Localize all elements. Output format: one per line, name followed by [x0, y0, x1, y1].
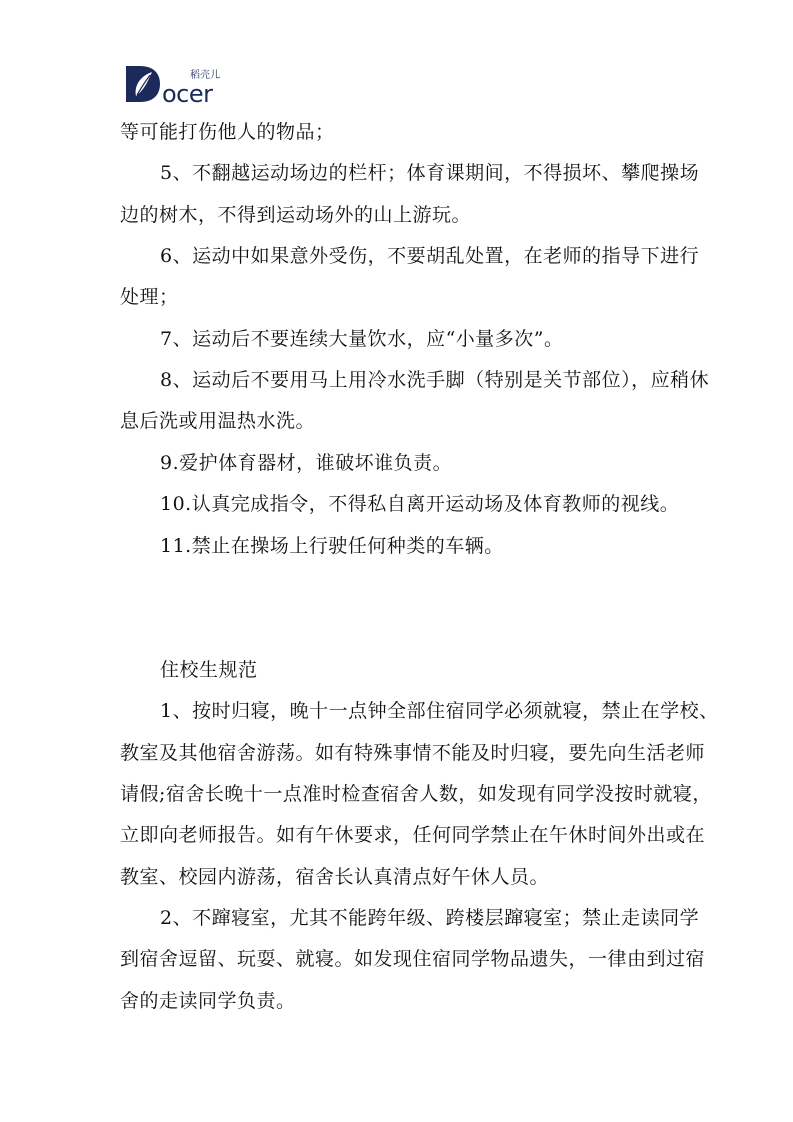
section-line: 到宿舍逗留、玩耍、就寝。如发现住宿同学物品遗失，一律由到过宿	[120, 948, 706, 970]
section-line: 教室、校园内游荡，宿舍长认真清点好午休人员。	[120, 866, 550, 888]
body-line: 10.认真完成指令，不得私自离开运动场及体育教师的视线。	[160, 493, 680, 515]
section-line: 舍的走读同学负责。	[120, 990, 296, 1012]
body-line: 7、运动后不要连续大量饮水，应“小量多次”。	[160, 328, 564, 350]
docer-logo-graphic	[124, 62, 220, 106]
body-line: 11.禁止在操场上行驶任何种类的车辆。	[160, 535, 504, 557]
body-line: 处理；	[120, 286, 179, 308]
body-line: 边的树木，不得到运动场外的山上游玩。	[120, 204, 472, 226]
docer-logo	[124, 62, 220, 106]
logo-wordmark: ocer	[162, 80, 213, 106]
section-line: 立即向老师报告。如有午休要求，任何同学禁止在午休时间外出或在	[120, 824, 706, 846]
body-line: 6、运动中如果意外受伤，不要胡乱处置，在老师的指导下进行	[160, 245, 700, 267]
body-line: 8、运动后不要用马上用冷水洗手脚（特别是关节部位），应稍休	[160, 369, 710, 391]
logo-cn-text: 稻壳儿	[190, 70, 220, 81]
body-line: 息后洗或用温热水洗。	[120, 410, 316, 432]
body-line: 9.爱护体育器材，谁破坏谁负责。	[160, 452, 453, 474]
section-title: 住校生规范	[160, 659, 258, 681]
section-line: 教室及其他宿舍游荡。如有特殊事情不能及时归寝，要先向生活老师	[120, 742, 706, 764]
body-line: 5、不翻越运动场边的栏杆；体育课期间，不得损坏、攀爬操场	[160, 162, 700, 184]
section-line: 请假;宿舍长晚十一点准时检查宿舍人数，如发现有同学没按时就寝，	[120, 783, 712, 805]
body-line: 等可能打伤他人的物品；	[120, 121, 335, 143]
section-line: 1、按时归寝，晚十一点钟全部住宿同学必须就寝，禁止在学校、	[160, 700, 719, 722]
section-line: 2、不蹿寝室，尤其不能跨年级、跨楼层蹿寝室；禁止走读同学	[160, 907, 700, 929]
